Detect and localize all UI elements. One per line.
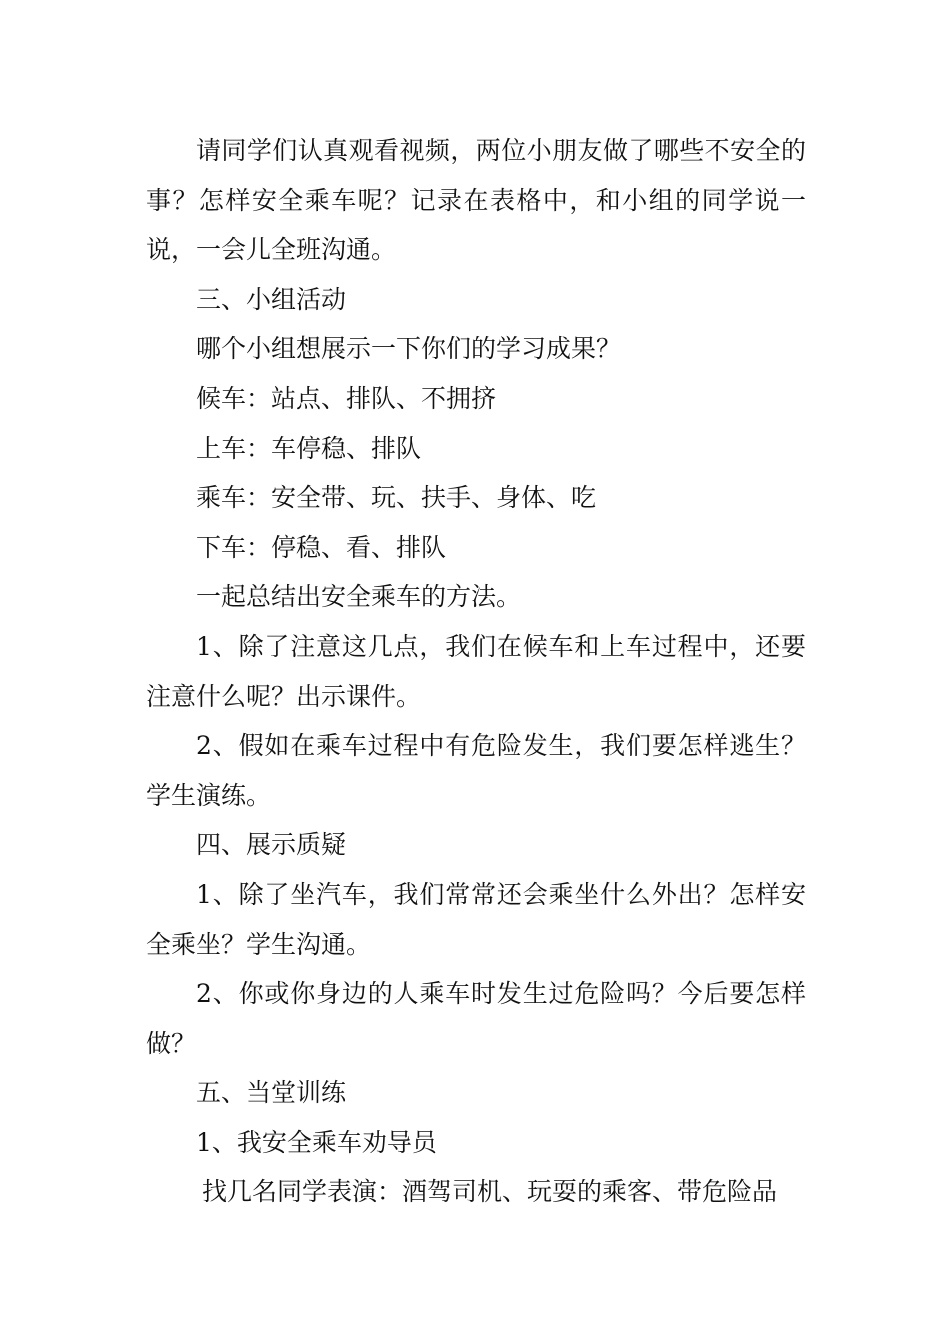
list-item-riding: 乘车：安全带、玩、扶手、身体、吃 — [196, 483, 597, 513]
section-heading-display: 四、展示质疑 — [196, 830, 347, 860]
list-item-boarding: 上车：车停稳、排队 — [196, 433, 422, 463]
numbered-item-3: 1、除了坐汽车，我们常常还会乘坐什么外出？怎样安全乘坐？学生沟通。 — [146, 879, 806, 959]
section-heading-group-activity: 三、小组活动 — [196, 284, 347, 314]
document-body — [146, 126, 806, 1217]
numbered-item-5: 1、我安全乘车劝导员 — [196, 1127, 437, 1157]
numbered-item-4: 2、你或你身边的人乘车时发生过危险吗？今后要怎样做？ — [146, 979, 806, 1058]
list-item-alighting: 下车：停稳、看、排队 — [196, 532, 447, 562]
paragraph-question: 哪个小组想展示一下你们的学习成果？ — [196, 334, 622, 364]
paragraph-roleplay: 找几名同学表演：酒驾司机、玩耍的乘客、带危险品 — [202, 1177, 778, 1207]
list-item-waiting: 候车：站点、排队、不拥挤 — [196, 383, 497, 413]
paragraph-summary: 一起总结出安全乘车的方法。 — [196, 582, 522, 612]
numbered-item-2: 2、假如在乘车过程中有危险发生，我们要怎样逃生？学生演练。 — [146, 731, 806, 810]
paragraph-intro: 请同学们认真观看视频，两位小朋友做了哪些不安全的事？怎样安全乘车呢？记录在表格中，和小组的同学说一说，一会儿全班沟通。 — [146, 136, 806, 265]
section-heading-training: 五、当堂训练 — [196, 1078, 347, 1108]
numbered-item-1: 1、除了注意这几点，我们在候车和上车过程中，还要注意什么呢？出示课件。 — [146, 631, 806, 711]
